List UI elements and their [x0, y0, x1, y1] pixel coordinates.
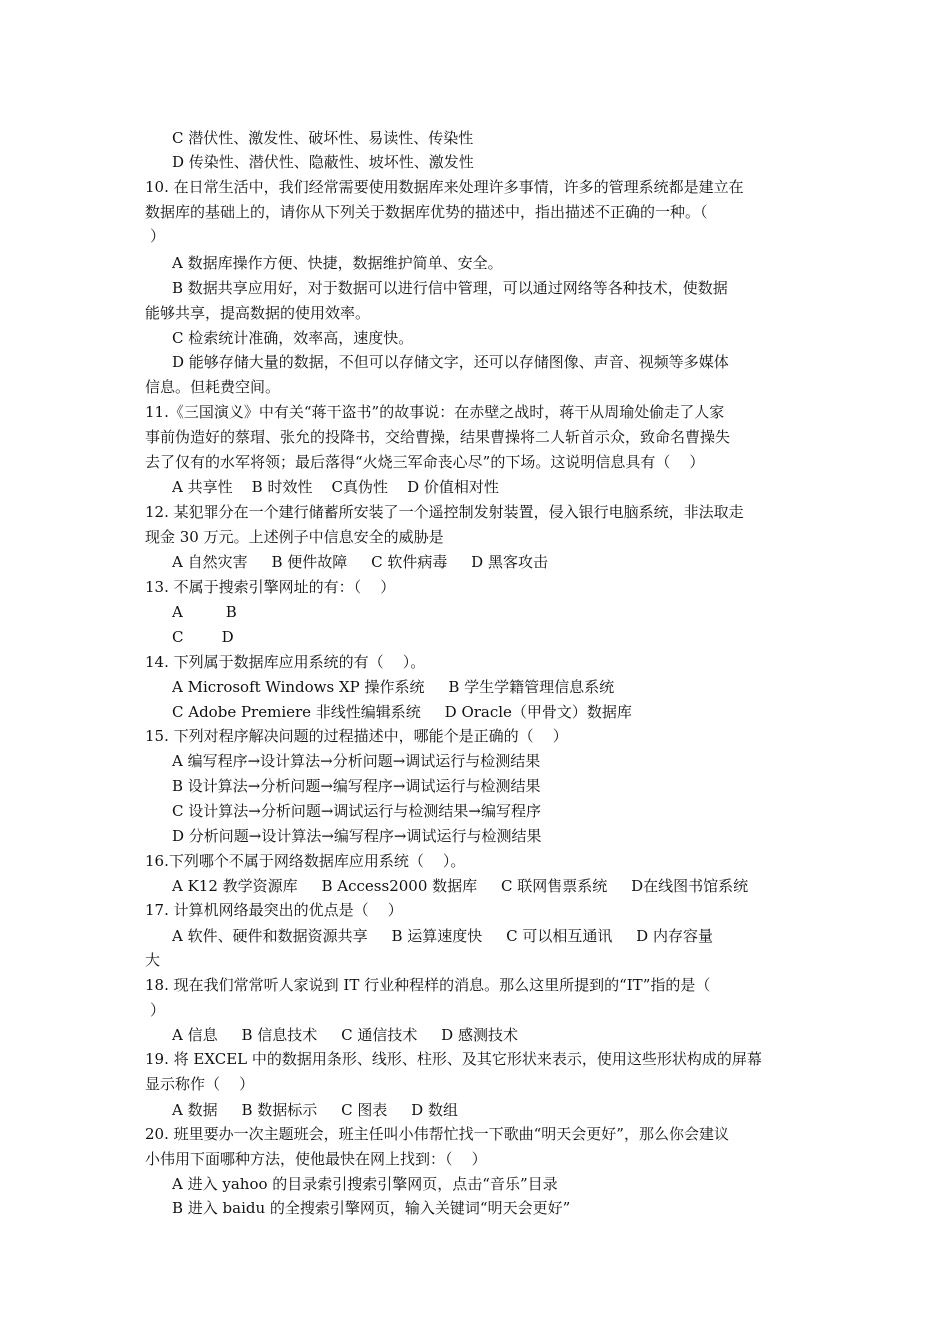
question-15: 15. 下列对程序解决问题的过程描述中，哪能个是正确的（ ）	[145, 727, 568, 745]
question-19-line: 显示称作（ ）	[145, 1075, 255, 1093]
question-18-line: ）	[150, 1001, 166, 1019]
options-row: C Adobe Premiere 非线性编辑系统 D Oracle（甲骨文）数据库	[172, 703, 632, 721]
question-13: 13. 不属于搜索引擎网址的有：（ ）	[145, 578, 396, 596]
option-d: D 能够存储大量的数据，不但可以存储文字，还可以存储图像、声音、视频等多媒体	[172, 353, 729, 371]
option-c: C 设计算法→分析问题→调试运行与检测结果→编写程序	[172, 802, 541, 820]
option-a: A 数据库操作方便、快捷，数据维护简单、安全。	[172, 254, 503, 272]
options-row: A K12 教学资源库 B Access2000 数据库 C 联网售票系统 D在线图书馆系统	[172, 877, 749, 895]
option-b: B 数据共享应用好，对于数据可以进行信中管理，可以通过网络等各种技术，使数据	[172, 279, 728, 297]
option-a: A 进入 yahoo 的目录索引搜索引擎网页，点击“音乐”目录	[172, 1175, 558, 1193]
options-row: A B	[172, 603, 237, 621]
question-20: 20. 班里要办一次主题班会，班主任叫小伟帮忙找一下歌曲“明天会更好”，那么你会建议	[145, 1125, 729, 1143]
option-d-line: 信息。但耗费空间。	[145, 378, 281, 396]
question-11-line: 去了仅有的水军将领；最后落得“火烧三军命丧心尽”的下场。这说明信息具有（ ）	[145, 453, 705, 471]
option-d: D 传染性、潜伏性、隐蔽性、坡坏性、激发性	[172, 153, 474, 171]
question-20-line: 小伟用下面哪种方法，使他最快在网上找到：（ ）	[145, 1150, 487, 1168]
option-d: D 分析问题→设计算法→编写程序→调试运行与检测结果	[172, 827, 542, 845]
options-row: A 信息 B 信息技术 C 通信技术 D 感测技术	[172, 1026, 518, 1044]
option-b: B 设计算法→分析问题→编写程序→调试运行与检测结果	[172, 777, 541, 795]
question-17: 17. 计算机网络最突出的优点是（ ）	[145, 901, 403, 919]
question-10-line: ）	[150, 227, 166, 245]
options-row: A 共享性 B 时效性 C真伪性 D 价值相对性	[172, 478, 499, 496]
option-c: C 潜伏性、激发性、破坏性、易读性、传染性	[172, 129, 474, 147]
question-12-line: 现金 30 万元。上述例子中信息安全的威胁是	[145, 528, 444, 546]
question-11: 11.《三国演义》中有关“蒋干盗书”的故事说：在赤壁之战时，蒋干从周瑜处偷走了人家	[145, 403, 725, 421]
question-10-line: 数据库的基础上的，请你从下列关于数据库优势的描述中，指出描述不正确的一种。（	[145, 203, 708, 221]
question-10: 10. 在日常生活中，我们经常需要使用数据库来处理许多事情，许多的管理系统都是建立在	[145, 178, 744, 196]
option-c: C 检索统计准确，效率高，速度快。	[172, 329, 414, 347]
options-row: C D	[172, 628, 234, 646]
options-row: A 数据 B 数据标示 C 图表 D 数组	[172, 1101, 458, 1119]
question-14: 14. 下列属于数据库应用系统的有（ ）。	[145, 653, 426, 671]
question-11-line: 事前伪造好的蔡瑁、张允的投降书，交给曹操，结果曹操将二人斩首示众，致命名曹操失	[145, 428, 731, 446]
question-19: 19. 将 EXCEL 中的数据用条形、线形、柱形、及其它形状来表示，使用这些形状构成的屏幕	[145, 1050, 762, 1068]
option-b: B 进入 baidu 的全搜索引擎网页，输入关键词“明天会更好”	[172, 1199, 571, 1217]
option-b-line: 能够共享，提高数据的使用效率。	[145, 304, 371, 322]
options-row: A 自然灾害 B 便件故障 C 软件病毒 D 黑客攻击	[172, 553, 548, 571]
options-row: A 软件、硬件和数据资源共享 B 运算速度快 C 可以相互通讯 D 内存容量	[172, 927, 713, 945]
options-row-line: 大	[145, 951, 161, 969]
question-16: 16.下列哪个不属于网络数据库应用系统（ ）。	[145, 852, 466, 870]
options-row: A Microsoft Windows XP 操作系统 B 学生学籍管理信息系统	[172, 678, 615, 696]
question-18: 18. 现在我们常常听人家说到 IT 行业种程样的消息。那么这里所提到的“IT”指的是（	[145, 976, 711, 994]
option-a: A 编写程序→设计算法→分析问题→调试运行与检测结果	[172, 752, 541, 770]
question-12: 12. 某犯罪分在一个建行储蓄所安装了一个遥控制发射装置，侵入银行电脑系统，非法取走	[145, 503, 744, 521]
